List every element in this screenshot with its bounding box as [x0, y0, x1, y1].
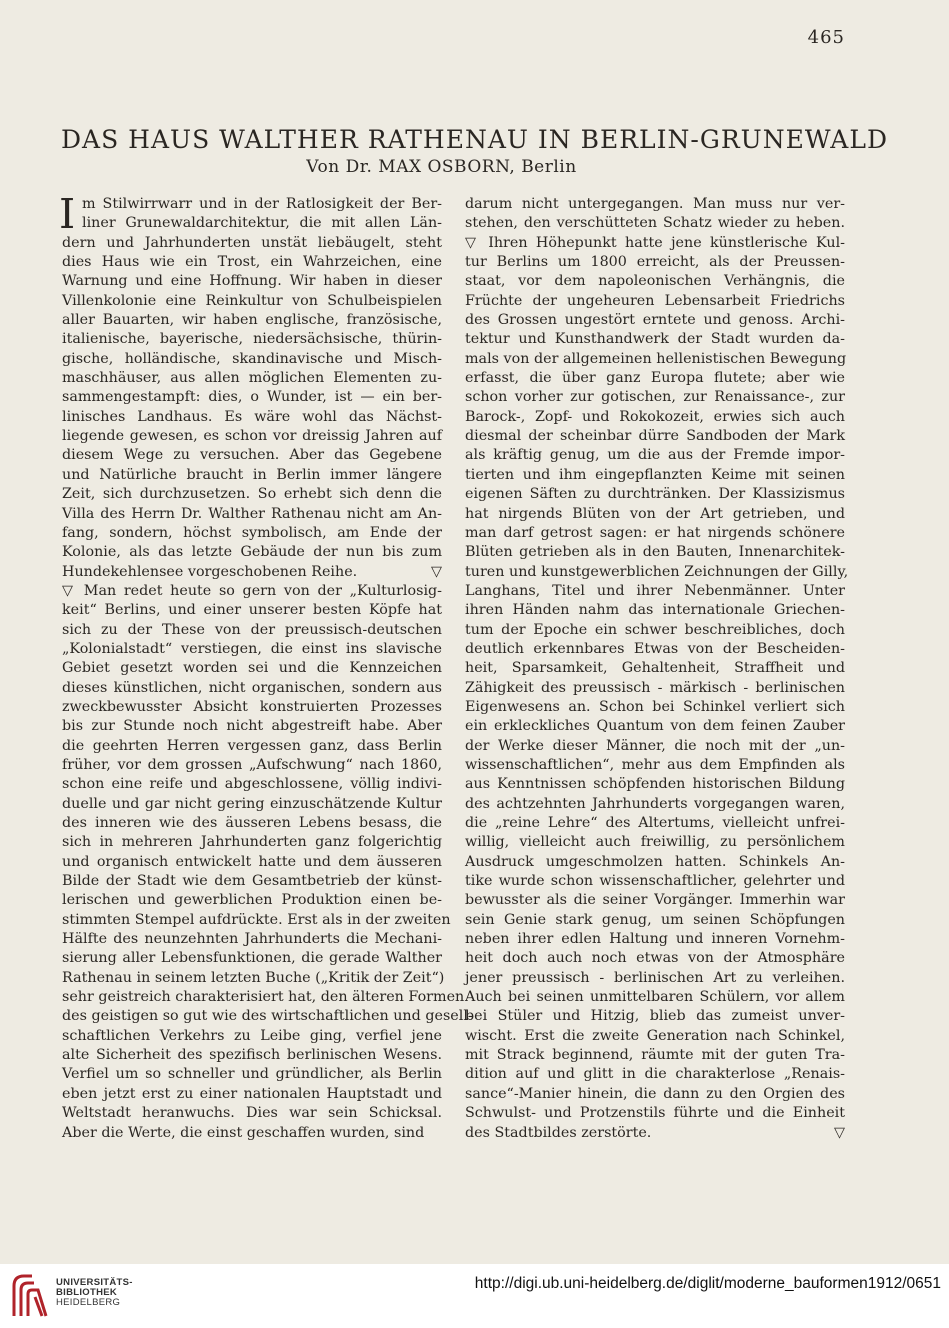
text-line: Eigenwesens an. Schon bei Schinkel verliert sich — [465, 698, 845, 715]
text-line: dies Haus wie ein Trost, ein Wahrzeichen, eine — [62, 254, 442, 271]
text-line: Kolonie, als das letzte Gebäude der nun bis zum — [62, 544, 442, 561]
text-line: bewusster als die seiner Vorgänger. Immerhin war — [465, 892, 845, 909]
text-line: dieses künstlichen, nicht organischen, sondern aus — [62, 679, 442, 696]
library-footer — [0, 1264, 949, 1328]
text-line: Verfiel um so schneller und gründlicher, als Berlin — [62, 1066, 442, 1083]
text-line: wischt. Erst die zweite Generation nach Schinkel, — [465, 1027, 845, 1044]
text-line: dern und Jahrhunderten unstät liebäugelt, steht — [62, 234, 442, 251]
text-line: stimmten Stempel aufdrückte. Erst als in der zweiten — [62, 911, 451, 928]
text-line: Schwulst- und Protzenstils führte und die Einheit — [465, 1105, 845, 1122]
text-line: als kräftig genug, um die aus der Fremde impor- — [465, 447, 845, 464]
text-line: keit“ Berlins, und einer unserer besten Köpfe hat — [62, 602, 442, 619]
library-name — [56, 1278, 133, 1308]
text-line: sein Genie stark genug, um seinen Schöpfungen — [465, 911, 845, 928]
text-line: Warnung und eine Hoffnung. Wir haben in dieser — [62, 273, 442, 290]
text-line: linisches Landhaus. Es wäre wohl das Nächst- — [62, 408, 442, 425]
text-line: die „reine Lehre“ des Altertums, vielleicht unfrei- — [465, 815, 845, 831]
heidelberg-library-logo-icon[interactable] — [10, 1272, 50, 1318]
text-line: sich in mehreren Jahrhunderten ganz folgerichtig — [62, 834, 442, 851]
text-line: des achtzehnten Jahrhunderts vorgegangen waren, — [465, 795, 845, 812]
text-line: eben jetzt erst zu einer nationalen Hauptstadt und — [62, 1085, 442, 1102]
text-line: tum der Epoche ein schwer beschreibliches, doch — [465, 621, 845, 638]
text-line: tektur und Kunsthandwerk der Stadt wurden da- — [465, 331, 845, 348]
text-line: darum nicht untergegangen. Man muss nur ver- — [465, 196, 845, 212]
text-line: Hälfte des neunzehnten Jahrhunderts die Mechani- — [62, 931, 442, 948]
text-line: schon eine reife und abgeschlossene, völlig indivi- — [62, 776, 442, 793]
text-line: tur Berlins um 1800 erreicht, als der Preussen- — [465, 254, 845, 271]
text-line: m Stilwirrwarr und in der Ratlosigkeit der Ber- — [82, 196, 442, 212]
text-line: des Grossen ungestört erntete und genoss. Archi- — [465, 312, 845, 329]
text-line: eigenen Säften zu durchtränken. Der Klassizismus — [465, 486, 845, 503]
text-line: liegende gewesen, es schon vor dreissig Jahren auf — [62, 428, 442, 445]
text-line: des inneren wie des äusseren Lebens besass, die — [62, 815, 442, 831]
text-line: früher, vor dem grossen „Aufschwung“ nach 1860, — [62, 756, 442, 773]
text-line: wissenschaftlichen“, mehr aus dem Empfinden als — [465, 756, 845, 773]
text-line: Langhans, Titel und ihrer Nebenmänner. Unter — [465, 582, 845, 599]
library-name-line3: HEIDELBERG — [56, 1297, 121, 1308]
text-line: aller Bauarten, wir haben englische, französische, — [62, 312, 442, 329]
article-title: DAS HAUS WALTHER RATHENAU IN BERLIN-GRUNEWALD — [61, 125, 888, 154]
text-line: fang, sondern, höchst symbolisch, am Ende der — [62, 524, 442, 541]
text-line: mit Strack beginnend, räumte mit der guten Tra- — [465, 1047, 845, 1064]
library-name-line1: UNIVERSITÄTS- — [56, 1277, 133, 1288]
text-line: die geehrten Herren vergessen ganz, dass Berlin — [62, 737, 442, 754]
text-line: Früchte der ungeheuren Lebensarbeit Friedrichs — [465, 292, 845, 309]
text-line: Weltstadt heranwuchs. Dies war sein Schicksal. — [62, 1105, 442, 1122]
text-line: jener preussisch - berlinischen Art zu verleihen. — [465, 969, 845, 986]
text-line: ▽ des Stadtbildes zerstörte. — [465, 1124, 845, 1141]
text-line: maschhäuser, aus allen möglichen Elementen zu- — [62, 370, 442, 387]
text-line: ein erkleckliches Quantum von dem feinen Zauber — [465, 718, 845, 735]
page-number: 465 — [807, 27, 845, 48]
text-line: heit, Sparsamkeit, Gehaltenheit, Straffheit und — [465, 660, 845, 677]
text-line: neben ihrer edlen Haltung und inneren Vornehm- — [465, 931, 845, 948]
text-line: erfasst, die über ganz Europa flutete; aber wie — [465, 370, 845, 387]
source-url-link[interactable]: http://digi.ub.uni-heidelberg.de/diglit/moderne_bauformen1912/0651 — [474, 1275, 941, 1292]
left-column — [59, 190, 473, 1143]
text-line: Blüten getrieben als in den Bauten, Innenarchitek- — [465, 544, 845, 561]
text-line: Barock-, Zopf- und Rokokozeit, erwies sich auch — [465, 408, 845, 425]
text-line: italienische, bayerische, niedersächsische, thürin- — [62, 331, 442, 348]
text-line: dition auf und glitt in die charakterlose „Renais- — [465, 1066, 845, 1083]
article-byline: Von Dr. MAX OSBORN, Berlin — [306, 157, 577, 177]
text-line: der Werke dieser Männer, die noch mit der „un- — [465, 737, 845, 754]
text-line: Gebiet gesetzt worden sei und die Kennzeichen — [62, 660, 442, 677]
text-line: sammengestampft: dies, o Wunder, ist — ein ber- — [62, 389, 442, 406]
text-line: ihren Händen nahm das internationale Griechen- — [465, 602, 845, 619]
text-line: und organisch entwickelt hatte und dem äusseren — [62, 853, 442, 870]
text-line: Villenkolonie eine Reinkultur von Schulbeispielen — [62, 292, 442, 309]
text-line: tierten und ihm eingepflanzten Keime mit seinen — [465, 466, 845, 483]
text-line: sierung aller Lebensfunktionen, die gerade Walther — [62, 950, 442, 967]
text-line: sich zu der These von der preussisch-deutschen — [62, 621, 442, 638]
text-line: lerischen und gewerblichen Produktion einen be- — [62, 892, 442, 909]
text-line: Ausdruck umgeschmolzen hatten. Schinkels An- — [465, 853, 845, 870]
text-line: heit doch auch noch etwas von der Atmosphäre — [465, 950, 845, 967]
text-line: Villa des Herrn Dr. Walther Rathenau nicht am An- — [62, 505, 442, 522]
text-line: sehr geistreich charakterisiert hat, den älteren Formen — [62, 989, 465, 1006]
text-line: gische, holländische, skandinavische und Misch- — [62, 350, 442, 367]
text-line: schaftlichen Verkehrs zu Leibe ging, verfiel jene — [62, 1027, 442, 1044]
text-line: Rathenau in seinem letzten Buche („Kritik der Zeit“) — [62, 969, 445, 986]
text-line: staat, vor dem napoleonischen Verhängnis, die — [465, 273, 845, 290]
text-line: und Natürliche braucht in Berlin immer längere — [62, 466, 442, 483]
text-line: ▽ Man redet heute so gern von der „Kulturlosig- — [62, 582, 442, 599]
text-line: „Kolonialstadt“ verstiegen, die einst ins slavische — [62, 640, 442, 657]
text-line: schon vorher zur gotischen, zur Renaissance-, zur — [465, 389, 845, 406]
text-line: ▽ Ihren Höhepunkt hatte jene künstlerische Kul- — [465, 234, 845, 251]
library-name-line2: BIBLIOTHEK — [56, 1287, 118, 1298]
text-line: diesem Wege zu versuchen. Aber das Gegebene — [62, 447, 442, 464]
text-line: Zähigkeit des preussisch - märkisch - berlinischen — [465, 679, 845, 696]
text-line: aus Kenntnissen schöpfenden historischen Bildung — [465, 776, 845, 793]
text-line: stehen, den verschütteten Schatz wieder zu heben. — [465, 215, 845, 232]
text-line: man darf getrost sagen: er hat nirgends schönere — [465, 524, 845, 541]
text-line: bis zur Stunde noch nicht abgestreift habe. Aber — [62, 718, 442, 735]
text-line: Bilde der Stadt wie dem Gesamtbetrieb der künst- — [62, 873, 442, 890]
text-line: mals von der allgemeinen hellenistischen Bewegung — [465, 350, 847, 367]
text-line: des geistigen so gut wie des wirtschaftlichen und gesell- — [62, 1008, 473, 1025]
text-line: Auch bei seinen unmittelbaren Schülern, vor allem — [465, 989, 845, 1006]
text-line: Aber die Werte, die einst geschaffen wurden, sind — [62, 1124, 425, 1141]
text-line: ▽ Hundekehlensee vorgeschobenen Reihe. — [62, 563, 442, 580]
text-line: Zeit, sich durchzusetzen. So erhebt sich denn die — [62, 486, 442, 503]
right-column — [465, 195, 849, 1143]
text-line: duelle und gar nicht gering einzuschätzende Kultur — [62, 795, 442, 812]
text-line: willig, vielleicht auch freiwillig, zu persönlichem — [465, 834, 845, 851]
text-line: sance“-Manier hinein, die dann zu den Orgien des — [465, 1085, 845, 1102]
text-line: zweckbewusster Absicht konstruierten Prozesses — [62, 698, 442, 715]
text-line: liner Grunewaldarchitektur, die mit allen Län- — [82, 215, 442, 232]
drop-cap-initial: I — [59, 190, 76, 238]
text-line: deutlich erkennbares Etwas von der Bescheiden- — [465, 640, 845, 657]
text-line: alte Sicherheit des spezifisch berlinischen Wesens. — [62, 1047, 442, 1064]
text-line: diesmal der scheinbar dürre Sandboden der Mark — [465, 428, 845, 445]
text-line: tike wurde schon wissenschaftlicher, gelehrter und — [465, 873, 845, 890]
text-line: turen und kunstgewerblichen Zeichnungen der Gilly, — [465, 563, 849, 580]
text-line: hat nirgends Blüten von der Art getrieben, und — [465, 505, 845, 522]
text-line: bei Stüler und Hitzig, blieb das zumeist unver- — [465, 1008, 845, 1025]
